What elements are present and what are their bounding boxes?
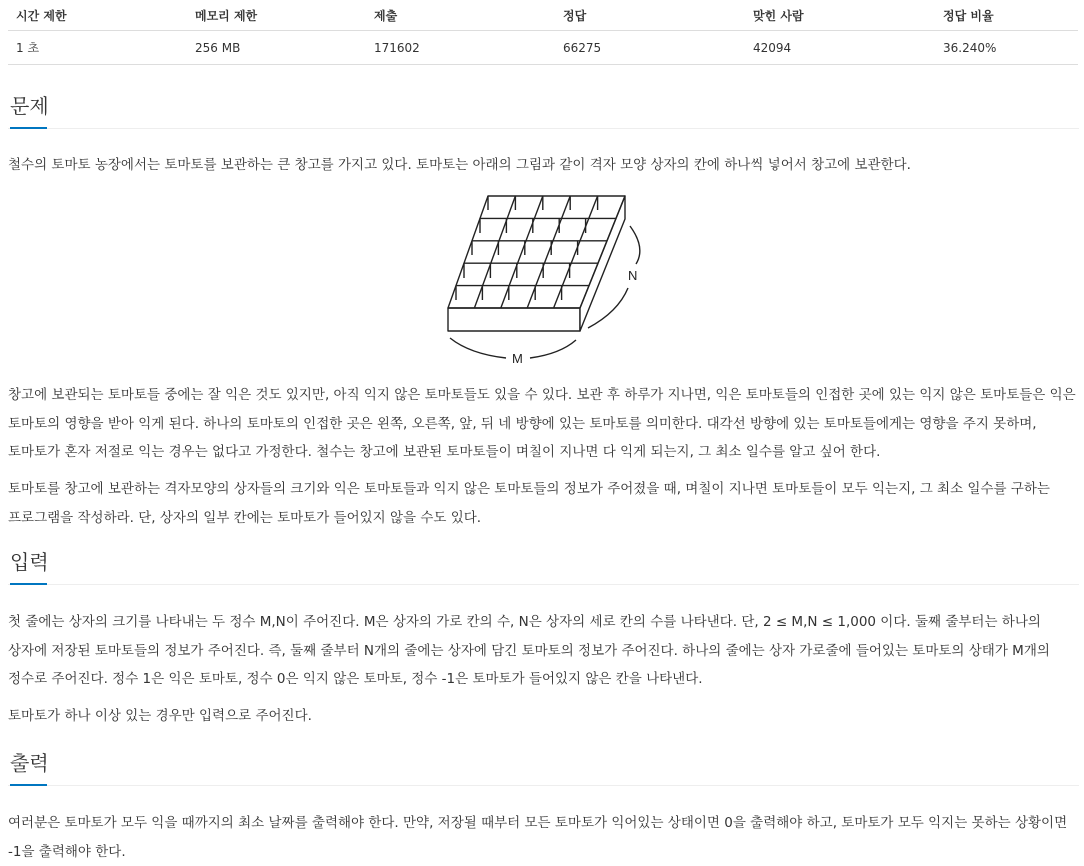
- input-headline: [8, 550, 1079, 585]
- header-memory-limit: 메모리 제한: [187, 0, 366, 31]
- value-submissions: 171602: [366, 31, 555, 65]
- value-solvers: 42094: [745, 31, 935, 65]
- info-value-row: [8, 31, 1078, 65]
- problem-title: 문제: [10, 94, 49, 118]
- problem-title-underline: [10, 127, 47, 129]
- input-paragraph-1: 첫 줄에는 상자의 크기를 나타내는 두 정수 M,N이 주어진다. M은 상자의 가로 칸의 수, N은 상자의 세로 칸의 수를 나타낸다. 단, 2 ≤ M,N ≤ 1,000 이다. 둘째 줄부터는 하나의 상자에 저장된 토마토들의 정보가 주어진다. 즉, 둘째 줄부터 N개의 줄에는 상자에 담긴 토마토의 정보가 주어진다. 하나의 줄에는 상자 가로줄에 들어있는 토마토의 상태가 M개의 정수로 주어진다. 정수 1은 익은 토마토, 정수 0은 익지 않은 토마토, 정수 -1은 토마토가 들어있지 않은 칸을 나타낸다.: [8, 614, 1050, 687]
- value-memory-limit: 256 MB: [187, 31, 366, 65]
- output-paragraph-1: 여러분은 토마토가 모두 익을 때까지의 최소 날짜를 출력해야 한다. 만약, 저장될 때부터 모든 토마토가 익어있는 상태이면 0을 출력해야 하고, 토마토가 모두 익지는 못하는 상황이면 -1을 출력해야 한다.: [8, 815, 1068, 860]
- output-title-underline: [10, 784, 47, 786]
- problem-info-table: [8, 0, 1078, 65]
- value-accepted: 66275: [555, 31, 745, 65]
- problem-headline: [8, 94, 1079, 129]
- header-submissions: 제출: [366, 0, 555, 31]
- input-heading: [8, 550, 1079, 585]
- header-ratio: 정답 비율: [935, 0, 1078, 31]
- output-title: 출력: [10, 751, 49, 775]
- input-paragraph-2: 토마토가 하나 이상 있는 경우만 입력으로 주어진다.: [8, 708, 312, 724]
- input-title-underline: [10, 583, 47, 585]
- input-title: 입력: [10, 550, 49, 574]
- header-time-limit: 시간 제한: [8, 0, 187, 31]
- output-heading: [8, 751, 1079, 786]
- tomato-box-figure: [440, 188, 645, 370]
- problem-heading: [8, 94, 1079, 129]
- problem-paragraph-3: 토마토를 창고에 보관하는 격자모양의 상자들의 크기와 익은 토마토들과 익지 않은 토마토들의 정보가 주어졌을 때, 며칠이 지나면 토마토들이 모두 익는지, 그 최소 일수를 구하는 프로그램을 작성하라. 단, 상자의 일부 칸에는 토마토가 들어있지 않을 수도 있다.: [8, 481, 1050, 526]
- output-headline: [8, 751, 1079, 786]
- figure-label-m: M: [512, 351, 523, 366]
- problem-paragraph-1: 철수의 토마토 농장에서는 토마토를 보관하는 큰 창고를 가지고 있다. 토마토는 아래의 그림과 같이 격자 모양 상자의 칸에 하나씩 넣어서 창고에 보관한다.: [8, 157, 911, 173]
- header-solvers: 맞힌 사람: [745, 0, 935, 31]
- value-ratio: 36.240%: [935, 31, 1078, 65]
- header-accepted: 정답: [555, 0, 745, 31]
- figure-label-n: N: [628, 268, 638, 283]
- problem-paragraph-2: 창고에 보관되는 토마토들 중에는 잘 익은 것도 있지만, 아직 익지 않은 토마토들도 있을 수 있다. 보관 후 하루가 지나면, 익은 토마토들의 인접한 곳에 있는 익지 않은 토마토들은 익은 토마토의 영향을 받아 익게 된다. 하나의 토마토의 인접한 곳은 왼쪽, 오른쪽, 앞, 뒤 네 방향에 있는 토마토를 의미한다. 대각선 방향에 있는 토마토들에게는 영향을 주지 못하며, 토마토가 혼자 저절로 익는 경우는 없다고 가정한다. 철수는 창고에 보관된 토마토들이 며칠이 지나면 다 익게 되는지, 그 최소 일수를 알고 싶어 한다.: [8, 387, 1076, 460]
- info-header-row: [8, 0, 1078, 31]
- value-time-limit: 1 초: [8, 31, 187, 65]
